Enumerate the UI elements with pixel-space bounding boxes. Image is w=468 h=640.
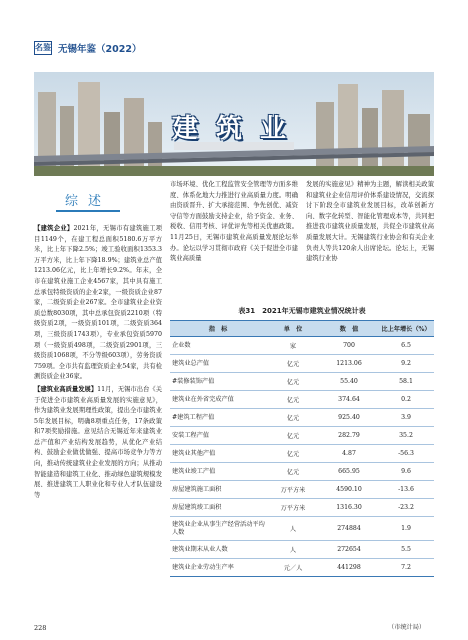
- cell-unit: 亿元: [266, 391, 320, 409]
- text-column-1: [34, 224, 162, 616]
- cell-indicator: #装修装饰产值: [170, 373, 266, 391]
- paragraph-body: 2021年，无锡市有建筑施工项目1149个，在建工程总面积5180.6万平方米，比上年下降2.5%；竣工验收面积1353.3万平方米，比上年下降18.9%；建筑业总产值1213.06亿元，比上年增长9.2%。年末，全市在建筑业施工企业4567家，其中具有施工总承包特级资质的企业2家，一级资质企业87家，二级资质企业267家。全市建筑业企业资质总数8030项，其中总承包资质2210项（特级资质2项，一级资质101项，二级资质364项，三级资质1743项），专业承包资质5970项（一级资质498项，二级资质2901项，三级资质1068项，不分等级603项），劳务资质759项。全市共有监理资质企业54家，共有检测资质企业36家。: [34, 225, 162, 381]
- paragraph-body: 发展的实施意见》精神为主题，解读相关政策和建筑业企业信用评价体系建设情况，交流探讨下阶段全市建筑业发展目标，改革创新方向、数字化转型、智能化管理成本等，共同把推进我市建筑业质量发展，共促全市建筑业高质量发展大计。无锡建筑行业协会和有关企业负责人等共120余人出席论坛。论坛上，无锡建筑行业协: [306, 181, 434, 263]
- cell-value: 272654: [320, 541, 378, 559]
- page-number: 228: [34, 624, 47, 632]
- banner-char-3: 业: [260, 114, 287, 144]
- table-row: [170, 409, 434, 427]
- cell-indicator: 房屋建筑施工面积: [170, 481, 266, 499]
- cell-value: 1316.30: [320, 499, 378, 517]
- paragraph-heading: 【建筑企业】: [34, 225, 74, 232]
- table-row: [170, 373, 434, 391]
- table-row: [170, 337, 434, 355]
- table-row: [170, 463, 434, 481]
- cell-value: 441298: [320, 559, 378, 577]
- header-growth: 比上年增长（%）: [378, 321, 434, 337]
- cell-value: 55.40: [320, 373, 378, 391]
- cell-unit: 万平方米: [266, 481, 320, 499]
- cell-unit: 亿元: [266, 409, 320, 427]
- cell-growth: 5.5: [378, 541, 434, 559]
- cell-indicator: 建筑业总产值: [170, 355, 266, 373]
- cell-value: 1213.06: [320, 355, 378, 373]
- cell-growth: 9.6: [378, 463, 434, 481]
- cell-growth: 35.2: [378, 427, 434, 445]
- cell-growth: -13.6: [378, 481, 434, 499]
- section-title-rule: [56, 210, 120, 212]
- cell-indicator: 建筑业其他产值: [170, 445, 266, 463]
- cell-growth: -56.3: [378, 445, 434, 463]
- table-source: （市统计局）: [388, 624, 426, 631]
- table-header-row: [170, 321, 434, 337]
- cell-value: 700: [320, 337, 378, 355]
- cell-unit: 人: [266, 541, 320, 559]
- yearbook-logo: 名鉴: [34, 41, 52, 55]
- banner-char-1: 建: [172, 114, 199, 144]
- cell-indicator: 安装工程产值: [170, 427, 266, 445]
- cell-growth: 6.5: [378, 337, 434, 355]
- cell-indicator: 建筑业企业从事生产经营活动平均人数: [170, 517, 266, 541]
- header-value: 数 值: [320, 321, 378, 337]
- table-title: 表31 2021年无锡市建筑业情况统计表: [238, 307, 366, 315]
- cell-growth: 58.1: [378, 373, 434, 391]
- cell-value: 274884: [320, 517, 378, 541]
- cell-value: 374.64: [320, 391, 378, 409]
- cell-value: 4.87: [320, 445, 378, 463]
- header-indicator: 指 标: [170, 321, 266, 337]
- table-row: [170, 499, 434, 517]
- chapter-banner: [172, 108, 286, 145]
- cell-indicator: 建筑业期末从业人数: [170, 541, 266, 559]
- cell-unit: 家: [266, 337, 320, 355]
- table-row: [170, 517, 434, 541]
- cell-growth: 9.2: [378, 355, 434, 373]
- table-row: [170, 391, 434, 409]
- cell-indicator: 企业数: [170, 337, 266, 355]
- cell-growth: 3.9: [378, 409, 434, 427]
- cell-unit: 亿元: [266, 373, 320, 391]
- cell-growth: -23.2: [378, 499, 434, 517]
- cell-growth: 1.9: [378, 517, 434, 541]
- cell-indicator: 房屋建筑竣工面积: [170, 499, 266, 517]
- cell-unit: 人: [266, 517, 320, 541]
- section-title: 综述: [64, 194, 111, 209]
- header-unit: 单 位: [266, 321, 320, 337]
- cell-indicator: 建筑业竣工产值: [170, 463, 266, 481]
- cell-unit: 亿元: [266, 427, 320, 445]
- table-row: [170, 559, 434, 577]
- cell-growth: 7.2: [378, 559, 434, 577]
- cell-value: 925.40: [320, 409, 378, 427]
- cell-unit: 亿元: [266, 445, 320, 463]
- yearbook-title: 无锡年鉴（2022）: [58, 44, 142, 55]
- cell-value: 665.95: [320, 463, 378, 481]
- cell-indicator: 建筑业企业劳动生产率: [170, 559, 266, 577]
- statistics-table: [170, 320, 434, 577]
- paragraph-body: 11月，无锡市出台《关于促进全市建筑业高质量发展的实施意见》，作为建筑业发展期理性政策，提出全市建筑业5年发展目标，明确8项重点任务，17条政策和7项奖励措施。意见结合无锡近年来建筑业总产值和产业结构发展趋势，从优化产业结构、鼓励企业做优做强、提高市场竞争力等方向，推动传统建筑业企业发展的方向；从推动智能建造和建筑工业化、推动绿色建筑规模发展、推进建筑工人职业化和专业人才队伍建设等: [34, 385, 162, 499]
- text-column-3: [306, 180, 434, 274]
- text-column-2: [170, 180, 298, 274]
- table-row: [170, 427, 434, 445]
- cell-unit: 万平方米: [266, 499, 320, 517]
- cell-growth: 0.2: [378, 391, 434, 409]
- paragraph-quality-development: [34, 385, 162, 502]
- cell-value: 282.79: [320, 427, 378, 445]
- running-header: [34, 40, 141, 56]
- cell-unit: 亿元: [266, 355, 320, 373]
- cell-unit: 亿元: [266, 463, 320, 481]
- paragraph-body: 市场环境、优化工程监管安全管理等方面多维度、体系化地大力推进行业高质量力度。明确由资质晋升、扩大承接范围、争先创优、减资守信等方面鼓励支持企业，给予资金、业务、税收、信用考核、评优评先等相关优惠政策。 11月25日，无锡市建筑业高质量发展论坛举办。论坛以学习贯彻市政府《关于促进全市建筑业高质量: [170, 181, 298, 263]
- cell-value: 4590.10: [320, 481, 378, 499]
- table-row: [170, 355, 434, 373]
- table-row: [170, 541, 434, 559]
- banner-char-2: 筑: [216, 114, 243, 144]
- cell-indicator: #建筑工程产值: [170, 409, 266, 427]
- table-row: [170, 445, 434, 463]
- paragraph-heading: 【建筑业高质量发展】: [34, 385, 98, 393]
- table-row: [170, 481, 434, 499]
- cell-unit: 元／人: [266, 559, 320, 577]
- paragraph-construction-enterprises: [34, 224, 162, 383]
- cell-indicator: 建筑业在外省完成产值: [170, 391, 266, 409]
